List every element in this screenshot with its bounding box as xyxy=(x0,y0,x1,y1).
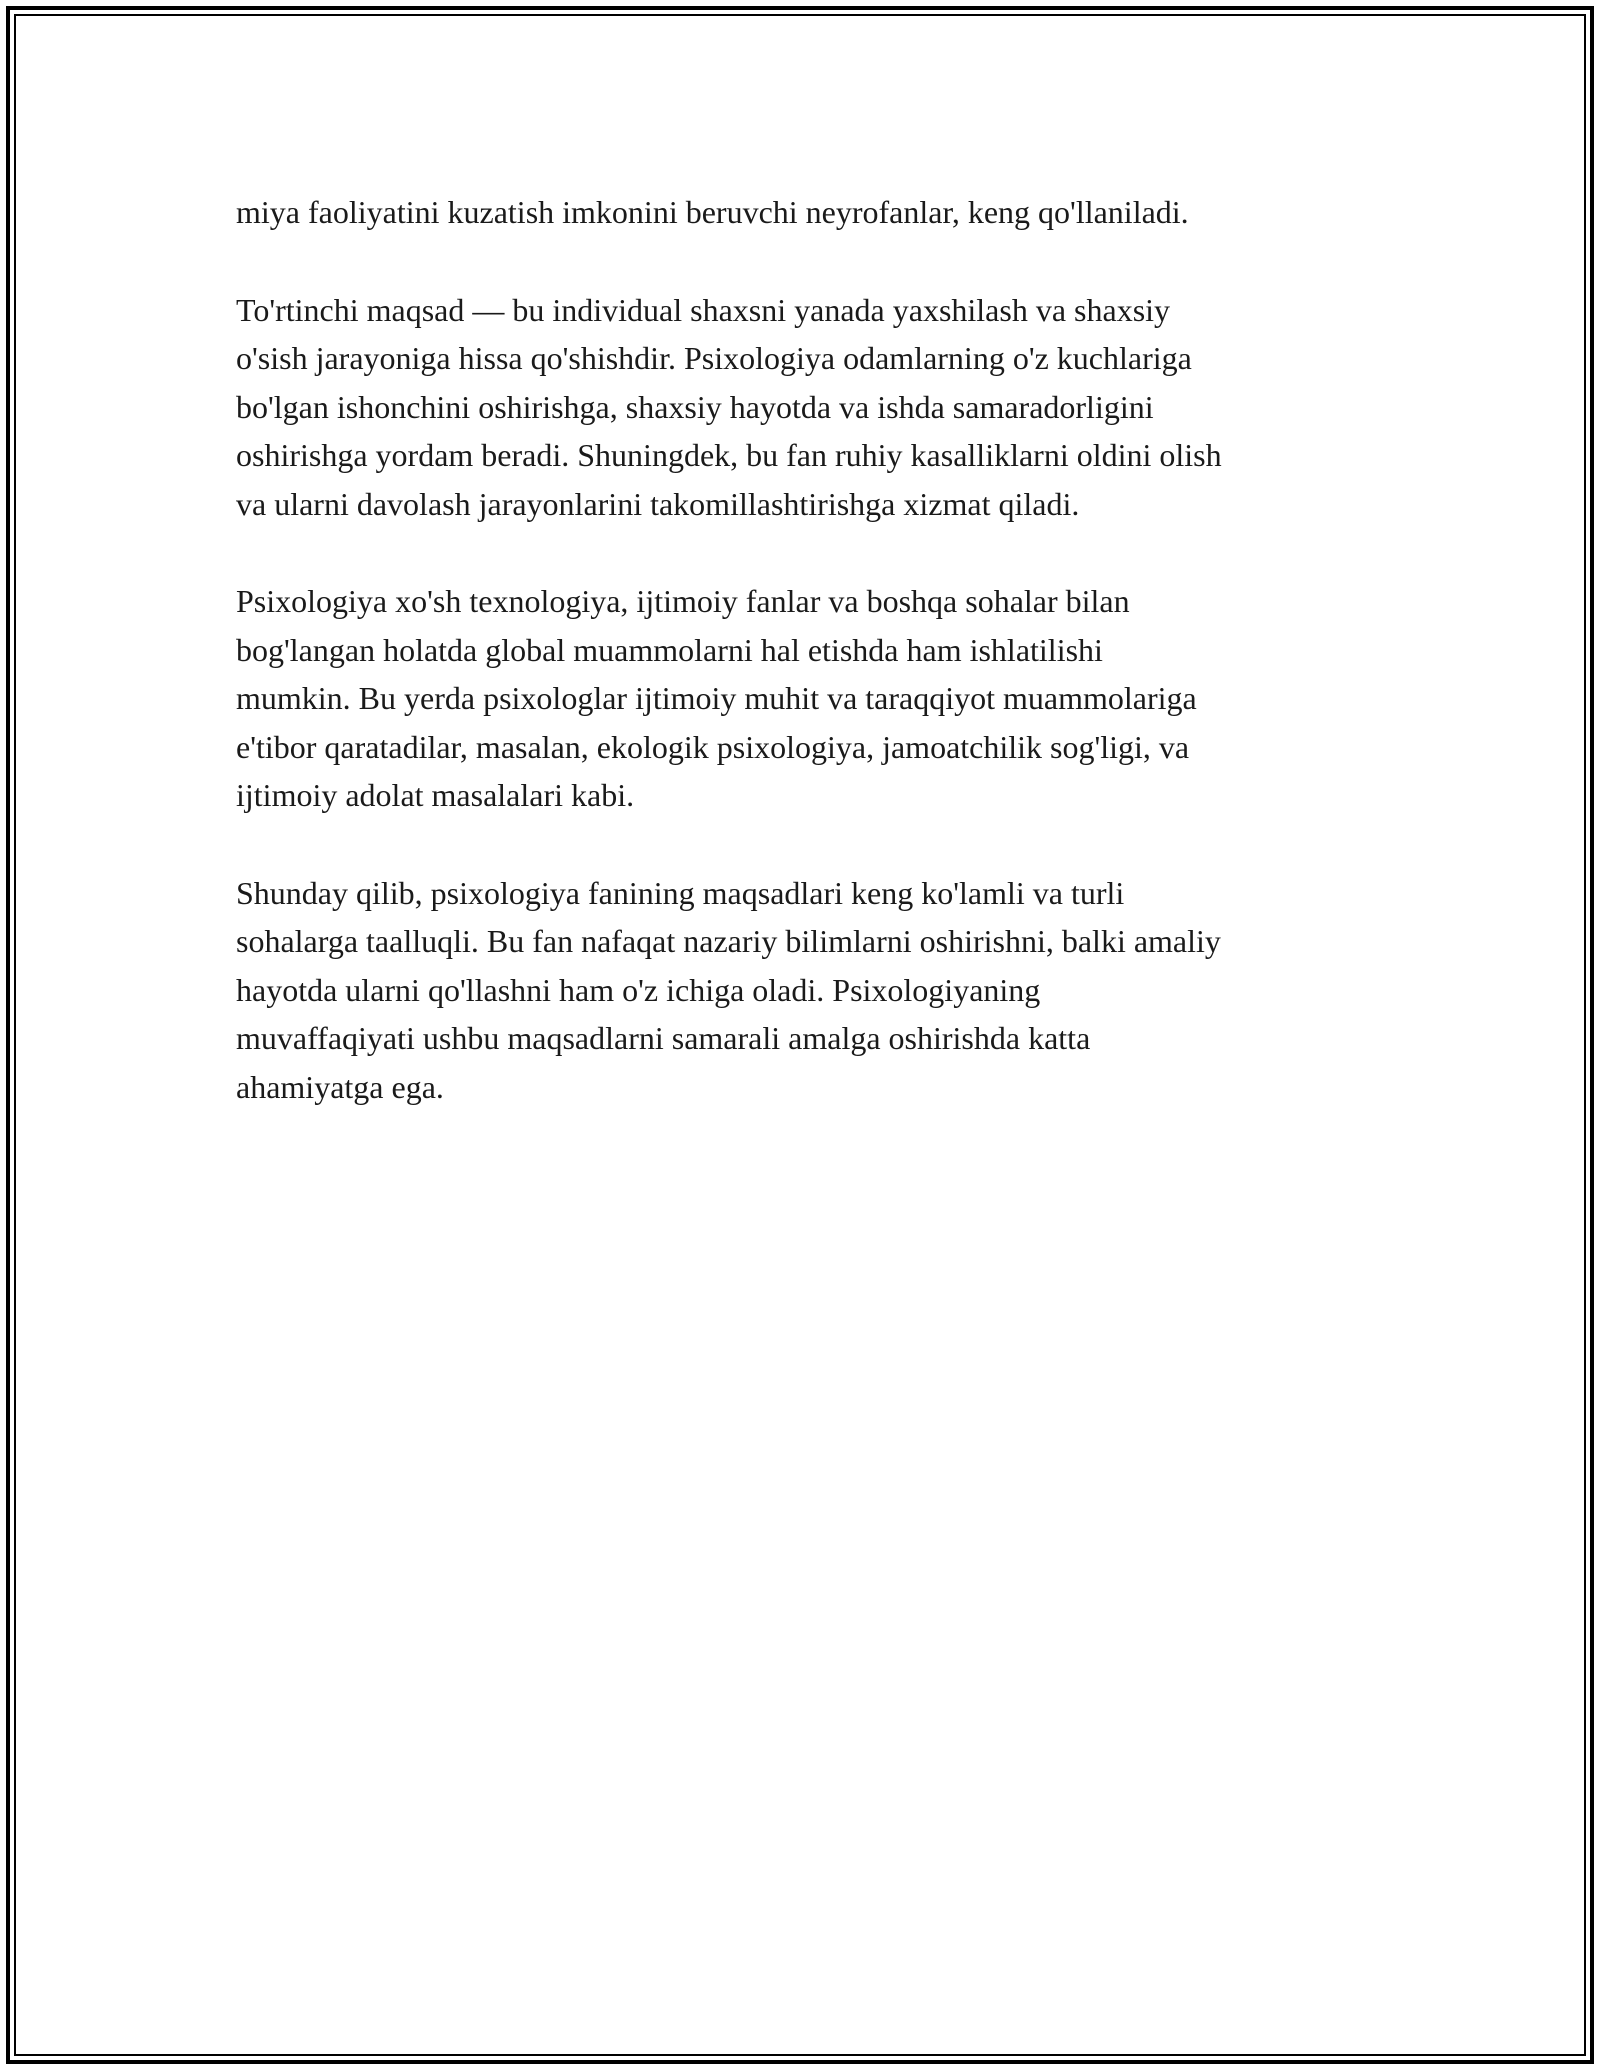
paragraph-3 xyxy=(236,577,1396,820)
text-line: muvaffaqiyati ushbu maqsadlarni samarali amalga oshirishda katta xyxy=(236,1020,1091,1056)
text-line: mumkin. Bu yerda psixologlar ijtimoiy muhit va taraqqiyot muammolariga xyxy=(236,680,1197,716)
text-line: miya faoliyatini kuzatish imkonini beruvchi neyrofanlar, keng qo'llaniladi. xyxy=(236,194,1189,230)
text-line: oshirishga yordam beradi. Shuningdek, bu fan ruhiy kasalliklarni oldini olish xyxy=(236,437,1222,473)
paragraph-4 xyxy=(236,869,1396,1112)
text-line: ahamiyatga ega. xyxy=(236,1068,444,1105)
paragraph-2 xyxy=(236,286,1396,529)
text-line: o'sish jarayoniga hissa qo'shishdir. Psixologiya odamlarning o'z kuchlariga xyxy=(236,340,1192,376)
text-line: sohalarga taalluqli. Bu fan nafaqat nazariy bilimlarni oshirishni, balki amaliy xyxy=(236,923,1221,959)
paragraph-1 xyxy=(236,188,1396,237)
text-line: va ularni davolash jarayonlarini takomillashtirishga xizmat qiladi. xyxy=(236,485,1080,522)
text-line: hayotda ularni qo'llashni ham o'z ichiga oladi. Psixologiyaning xyxy=(236,971,1041,1008)
text-line: To'rtinchi maqsad — bu individual shaxsni yanada yaxshilash va shaxsiy xyxy=(236,291,1171,328)
text-line: bog'langan holatda global muammolarni hal etishda ham ishlatilishi xyxy=(236,631,1103,668)
text-line: ijtimoiy adolat masalalari kabi. xyxy=(236,777,635,813)
text-line: Shunday qilib, psixologiya fanining maqsadlari keng ko'lamli va turli xyxy=(236,874,1125,911)
text-line: e'tibor qaratadilar, masalan, ekologik psixologiya, jamoatchilik sog'ligi, va xyxy=(236,728,1190,765)
text-line: Psixologiya xo'sh texnologiya, ijtimoiy fanlar va boshqa sohalar bilan xyxy=(236,583,1130,619)
text-line: bo'lgan ishonchini oshirishga, shaxsiy hayotda va ishda samaradorligini xyxy=(236,388,1154,425)
document-body xyxy=(236,188,1396,1160)
